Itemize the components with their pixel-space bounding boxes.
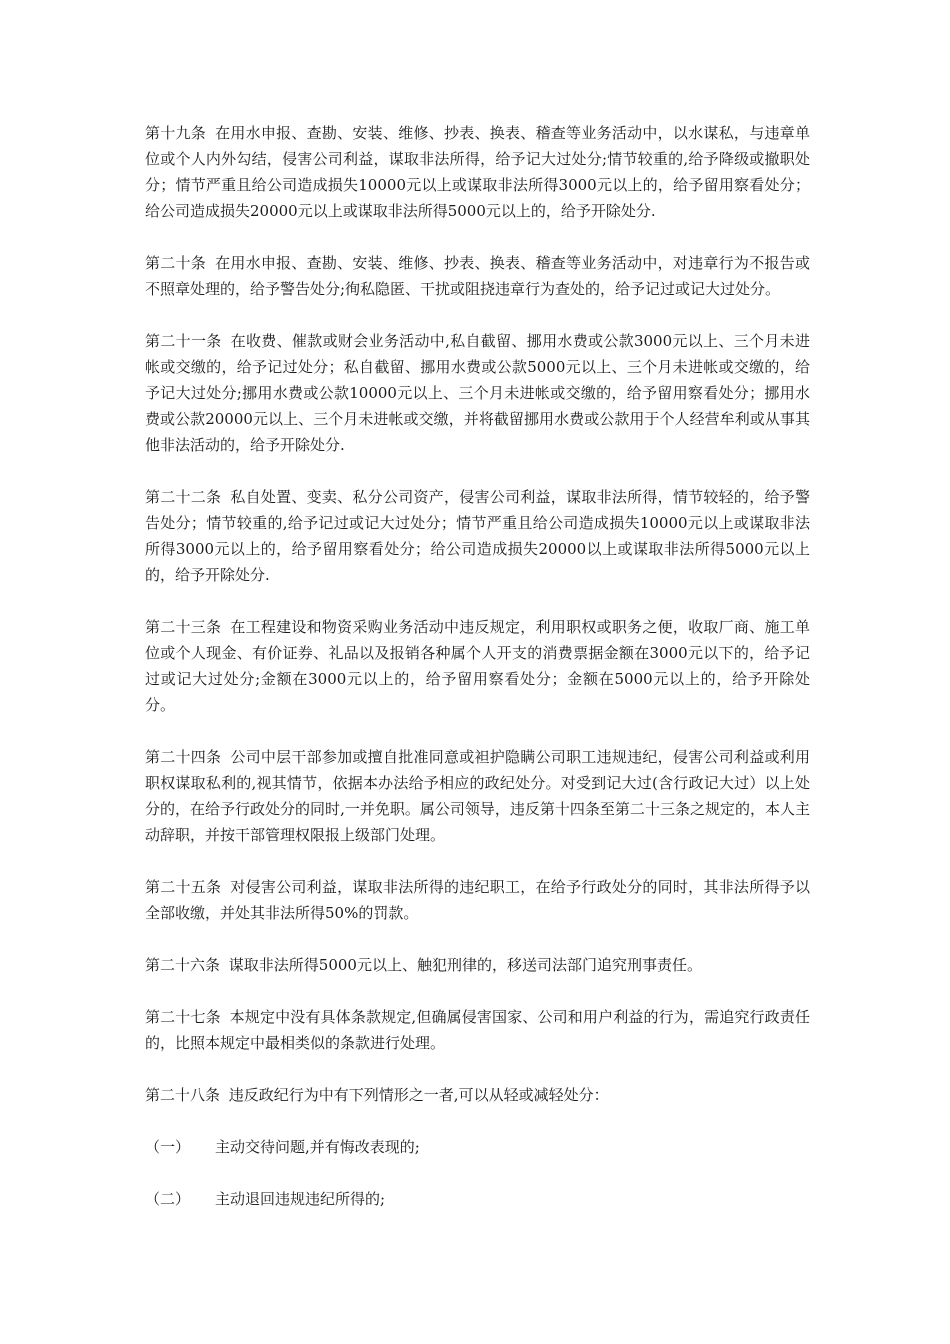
article-23 (145, 614, 810, 718)
article-text: 对侵害公司利益，谋取非法所得的违纪职工，在给予行政处分的同时，其非法所得予以全部收缴，并处其非法所得50%的罚款。 (145, 878, 810, 922)
list-item-label: （一） (145, 1138, 191, 1156)
article-24 (145, 744, 810, 848)
article-28 (145, 1082, 810, 1108)
article-19 (145, 120, 810, 224)
list-item (145, 1134, 810, 1160)
article-number: 第十九条 (145, 124, 207, 142)
article-number: 第二十六条 (145, 956, 221, 974)
article-text: 本规定中没有具体条款规定,但确属侵害国家、公司和用户利益的行为，需追究行政责任的，比照本规定中最相类似的条款进行处理。 (145, 1008, 810, 1052)
article-26 (145, 952, 810, 978)
list-item-text: 主动交待问题,并有悔改表现的; (215, 1138, 420, 1156)
article-27 (145, 1004, 810, 1056)
article-text: 公司中层干部参加或擅自批准同意或袒护隐瞒公司职工违规违纪，侵害公司利益或利用职权谋取私利的,视其情节，依据本办法给予相应的政纪处分。对受到记大过(含行政记大过）以上处分的，在给予行政处分的同时,一并免职。属公司领导，违反第十四条至第二十三条之规定的，本人主动辞职，并按干部管理权限报上级部门处理。 (145, 748, 810, 844)
article-text: 谋取非法所得5000元以上、触犯刑律的，移送司法部门追究刑事责任。 (228, 956, 702, 974)
article-text: 违反政纪行为中有下列情形之一者,可以从轻或减轻处分： (228, 1086, 609, 1104)
article-20 (145, 250, 810, 302)
article-number: 第二十二条 (145, 488, 222, 506)
list-item (145, 1186, 810, 1212)
article-number: 第二十一条 (145, 332, 222, 350)
article-number: 第二十四条 (145, 748, 222, 766)
list-item-text: 主动退回违规违纪所得的; (215, 1190, 386, 1208)
article-number: 第二十七条 (145, 1008, 221, 1026)
article-21 (145, 328, 810, 458)
article-number: 第二十五条 (145, 878, 222, 896)
article-text: 在收费、催款或财会业务活动中,私自截留、挪用水费或公款3000元以上、三个月未进帐或交缴的，给予记过处分；私自截留、挪用水费或公款5000元以上、三个月未进帐或交缴的，给予记大过处分;挪用水费或公款10000元以上、三个月未进帐或交缴的，给予留用察看处分；挪用水费或公款20000元以上、三个月未进帐或交缴，并将截留挪用水费或公款用于个人经营牟利或从事其他非法活动的，给予开除处分. (145, 332, 810, 454)
article-text: 在用水申报、查勘、安装、维修、抄表、换表、稽查等业务活动中，以水谋私，与违章单位或个人内外勾结，侵害公司利益，谋取非法所得，给予记大过处分;情节较重的,给予降级或撤职处分；情节严重且给公司造成损失10000元以上或谋取非法所得3000元以上的，给予留用察看处分；给公司造成损失20000元以上或谋取非法所得5000元以上的，给予开除处分. (145, 124, 810, 220)
article-number: 第二十八条 (145, 1086, 221, 1104)
article-number: 第二十条 (145, 254, 207, 272)
list-item-label: （二） (145, 1190, 191, 1208)
article-number: 第二十三条 (145, 618, 222, 636)
article-text: 私自处置、变卖、私分公司资产，侵害公司利益，谋取非法所得，情节较轻的，给予警告处分；情节较重的,给予记过或记大过处分；情节严重且给公司造成损失10000元以上或谋取非法所得3000元以上的，给予留用察看处分；给公司造成损失20000以上或谋取非法所得5000元以上的，给予开除处分. (145, 488, 810, 584)
article-text: 在工程建设和物资采购业务活动中违反规定，利用职权或职务之便，收取厂商、施工单位或个人现金、有价证券、礼品以及报销各种属个人开支的消费票据金额在3000元以下的，给予记过或记大过处分;金额在3000元以上的，给予留用察看处分；金额在5000元以上的，给予开除处分。 (145, 618, 810, 714)
article-text: 在用水申报、查勘、安装、维修、抄表、换表、稽查等业务活动中，对违章行为不报告或不照章处理的，给予警告处分;徇私隐匿、干扰或阻挠违章行为查处的，给予记过或记大过处分。 (145, 254, 810, 298)
article-22 (145, 484, 810, 588)
article-25 (145, 874, 810, 926)
document-page (145, 120, 810, 1238)
